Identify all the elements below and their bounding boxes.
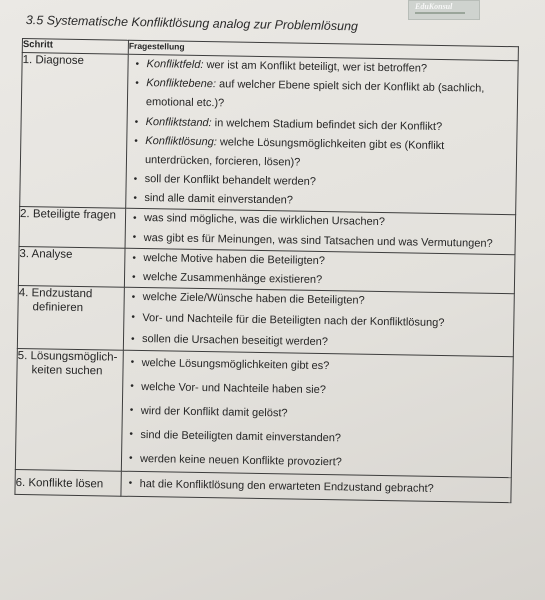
list-item	[121, 472, 510, 502]
question-text: in welchem Stadium befindet sich der Konflikt?	[211, 117, 443, 133]
step-label-line-1: 5. Lösungsmöglich-	[17, 349, 118, 364]
bullet-icon: •	[129, 404, 134, 416]
bullet-icon: •	[131, 271, 136, 283]
question-text: Vor- und Nachteile für die Beteiligten nach der Konfliktlösung?	[142, 312, 445, 330]
key-term: Konfliktfeld:	[146, 58, 204, 72]
bullet-icon: •	[135, 58, 140, 70]
question-text: welche Zusammenhänge existieren?	[142, 271, 323, 287]
bullet-icon: •	[135, 77, 139, 89]
conflict-resolution-table	[14, 38, 519, 503]
question-text: werden keine neuen Konflikte provoziert?	[139, 453, 342, 469]
question-text: welche Vor- und Nachteile haben sie?	[141, 381, 326, 397]
step-cell	[15, 469, 121, 496]
key-term: Konfliktebene:	[146, 77, 217, 91]
step-cell	[19, 206, 126, 248]
bullet-icon: •	[133, 173, 138, 185]
bullet-icon: •	[134, 135, 138, 147]
step-label: 3. Analyse	[19, 247, 73, 261]
question-text: sollen die Ursachen beseitigt werden?	[141, 333, 328, 349]
questions-cell	[124, 248, 515, 293]
header-step: Schritt	[22, 39, 128, 55]
questions-cell	[121, 350, 513, 477]
table-row	[17, 285, 514, 356]
question-text: soll der Konflikt behandelt werden?	[144, 173, 316, 188]
step-cell	[18, 246, 125, 287]
question-text: auf welcher Ebene spielt sich der Konflikt ab (sachlich, emotional etc.)?	[145, 78, 485, 110]
bullet-icon: •	[132, 252, 136, 264]
question-text: wird der Konflikt damit gelöst?	[140, 405, 288, 420]
question-text: welche Ziele/Wünsche haben die Beteiligten?	[142, 291, 365, 307]
step-cell	[20, 53, 129, 209]
list-item	[127, 132, 517, 176]
question-text: welche Lösungsmöglichkeiten gibt es?	[141, 357, 330, 373]
logo-brand-text: EduKonsul	[415, 2, 453, 11]
bullet-icon: •	[132, 231, 137, 243]
bullet-icon: •	[134, 116, 139, 128]
table-row	[15, 348, 513, 477]
questions-cell	[126, 54, 518, 214]
conflict-table-container	[14, 38, 519, 503]
step-label: 1. Diagnose	[22, 54, 85, 68]
question-text: wer ist am Konflikt beteiligt, wer ist betroffen?	[203, 59, 428, 75]
step-label: 6. Konflikte lösen	[15, 476, 104, 491]
step-label-line-2: keiten suchen	[31, 364, 103, 378]
question-text: was sind mögliche, was die wirklichen Ursachen?	[143, 212, 385, 229]
publisher-logo	[408, 0, 480, 20]
list-item	[128, 74, 518, 119]
question-text: welche Motive haben die Beteiligten?	[143, 252, 326, 268]
step-cell	[15, 348, 123, 471]
bullet-icon: •	[133, 192, 137, 204]
question-text: welche Lösungsmöglichkeiten gibt es (Konflikt unterdrücken, forcieren, lösen)?	[144, 136, 445, 169]
step-label-line-2: definieren	[32, 301, 84, 315]
step-label-line-1: 4. Endzustand	[18, 286, 93, 301]
bullet-icon: •	[130, 356, 135, 368]
key-term: Konfliktlösung:	[145, 135, 217, 149]
section-heading: 3.5 Systematische Konfliktlösung analog zur Problemlösung	[25, 13, 359, 34]
table-row	[20, 53, 518, 215]
key-term: Konfliktstand:	[145, 116, 212, 130]
bullet-icon: •	[131, 291, 136, 303]
questions-cell	[125, 208, 516, 254]
bullet-icon: •	[131, 311, 135, 323]
step-cell	[17, 285, 124, 350]
bullet-icon: •	[129, 428, 134, 440]
logo-subline	[415, 12, 465, 14]
question-text: sind alle damit einverstanden?	[144, 192, 294, 207]
bullet-icon: •	[128, 452, 133, 464]
bullet-icon: •	[130, 333, 135, 345]
question-text: sind die Beteiligten damit einverstanden?	[140, 429, 342, 445]
question-text: hat die Konfliktlösung den erwarteten Endzustand gebracht?	[139, 478, 434, 495]
bullet-icon: •	[130, 380, 134, 392]
bullet-icon: •	[128, 477, 133, 489]
bullet-icon: •	[132, 212, 137, 224]
question-text: was gibt es für Meinungen, was sind Tatsachen und was Vermutungen?	[143, 232, 493, 250]
header-questions: Fragestellung	[128, 40, 518, 60]
questions-cell	[123, 287, 514, 356]
step-label: 2. Beteiligte fragen	[19, 207, 117, 222]
